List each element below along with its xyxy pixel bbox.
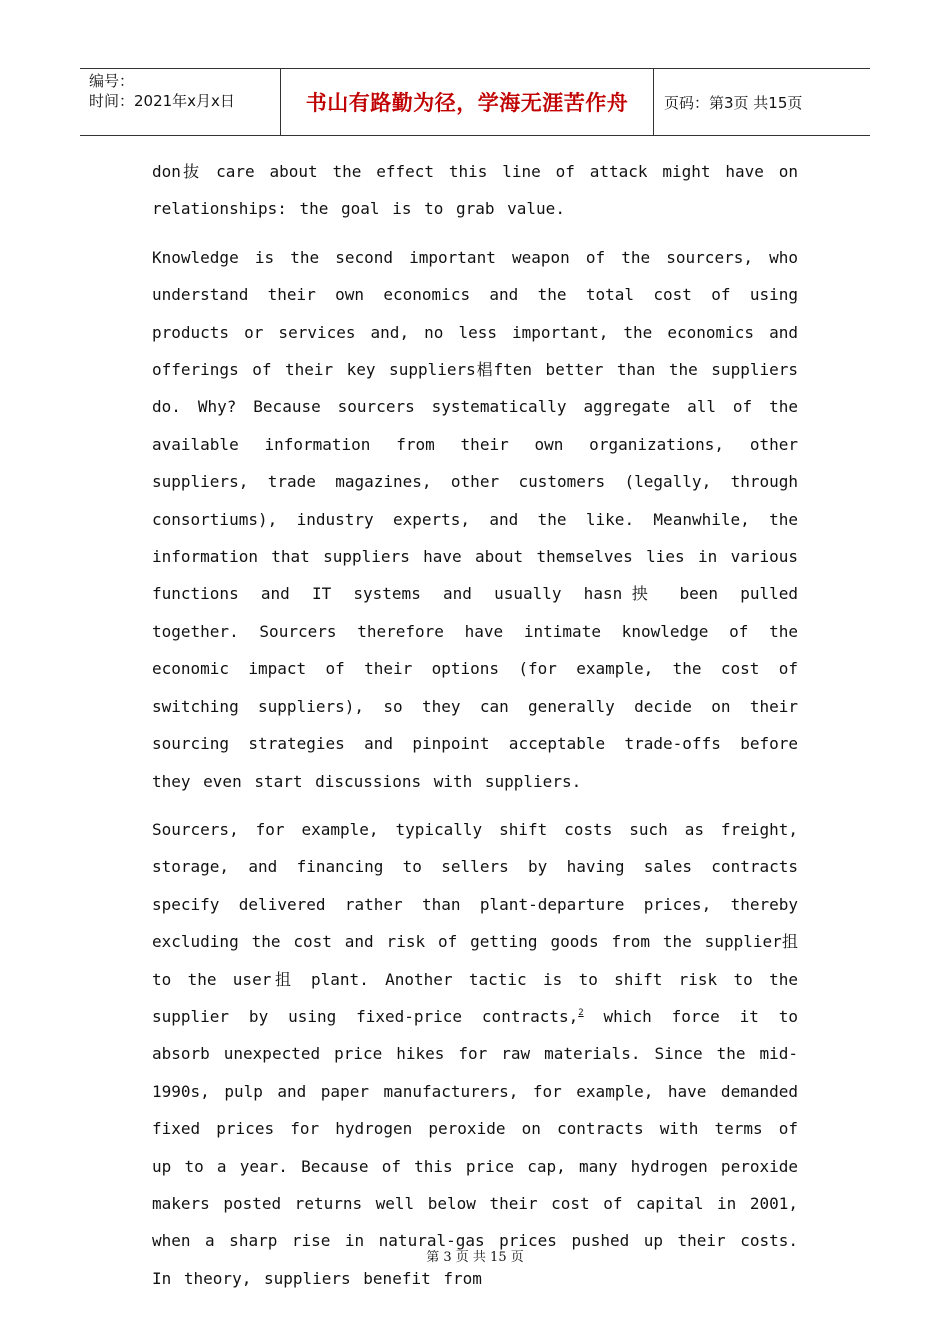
paragraph: don抜 care about the effect this line of attack might have on relationships: the goal is to grab value. (152, 162, 798, 219)
paragraph-text: Sourcers, for example, typically shift costs such as freight, storage, and financing to sellers by having sales contracts specify delivered rather than plant-departure prices, thereby excluding the cost and risk of getting goods from the supplier抯 to the user抯 plant. Another tactic is to shift risk to the supplier by using fixed-price contracts, (152, 819, 798, 1026)
header-meta (80, 69, 281, 135)
paragraph: Knowledge is the second important weapon of the sourcers, who understand their own economics and the total cost of using products or services and, no less important, the economics and offerings of their key suppliers椙ften better than the suppliers do. Why? Because sourcers systematically aggregate all of the available information from their own organizations, other suppliers, trade magazines, other customers (legally, through consortiums), industry experts, and the like. Meanwhile, the information that suppliers have about themselves lies in various functions and IT systems and usually hasn抰 been pulled together. Sourcers therefore have intimate knowledge of the economic impact of their options (for example, the cost of switching suppliers), so they can generally decide on their sourcing strategies and pinpoint acceptable trade-offs before they even start discussions with suppliers. (152, 247, 798, 791)
document-body (152, 153, 798, 1308)
page-header (80, 68, 870, 136)
header-motto: 书山有路勤为径，学海无涯苦作舟 (281, 69, 654, 135)
serial-label: 编号： (89, 72, 135, 90)
footnote-reference[interactable]: 2 (578, 1007, 584, 1018)
page-footer: 第 3 页 共 15 页 (426, 1250, 524, 1265)
paragraph (152, 811, 798, 1297)
time-label: 时间：2021年x月x日 (89, 92, 235, 110)
header-page-info: 页码：第3页 共15页 (664, 93, 803, 112)
paragraph-text: which force it to absorb unexpected price hikes for raw materials. Since the mid-1990s, pulp and paper manufacturers, for example, have demanded fixed prices for hydrogen peroxide on contracts with terms of up to a year. Because of this price cap, many hydrogen peroxide makers posted returns well below their cost of capital in 2001, when a sharp rise in natural-gas prices pushed up their costs. In theory, suppliers benefit from (152, 1006, 798, 1288)
